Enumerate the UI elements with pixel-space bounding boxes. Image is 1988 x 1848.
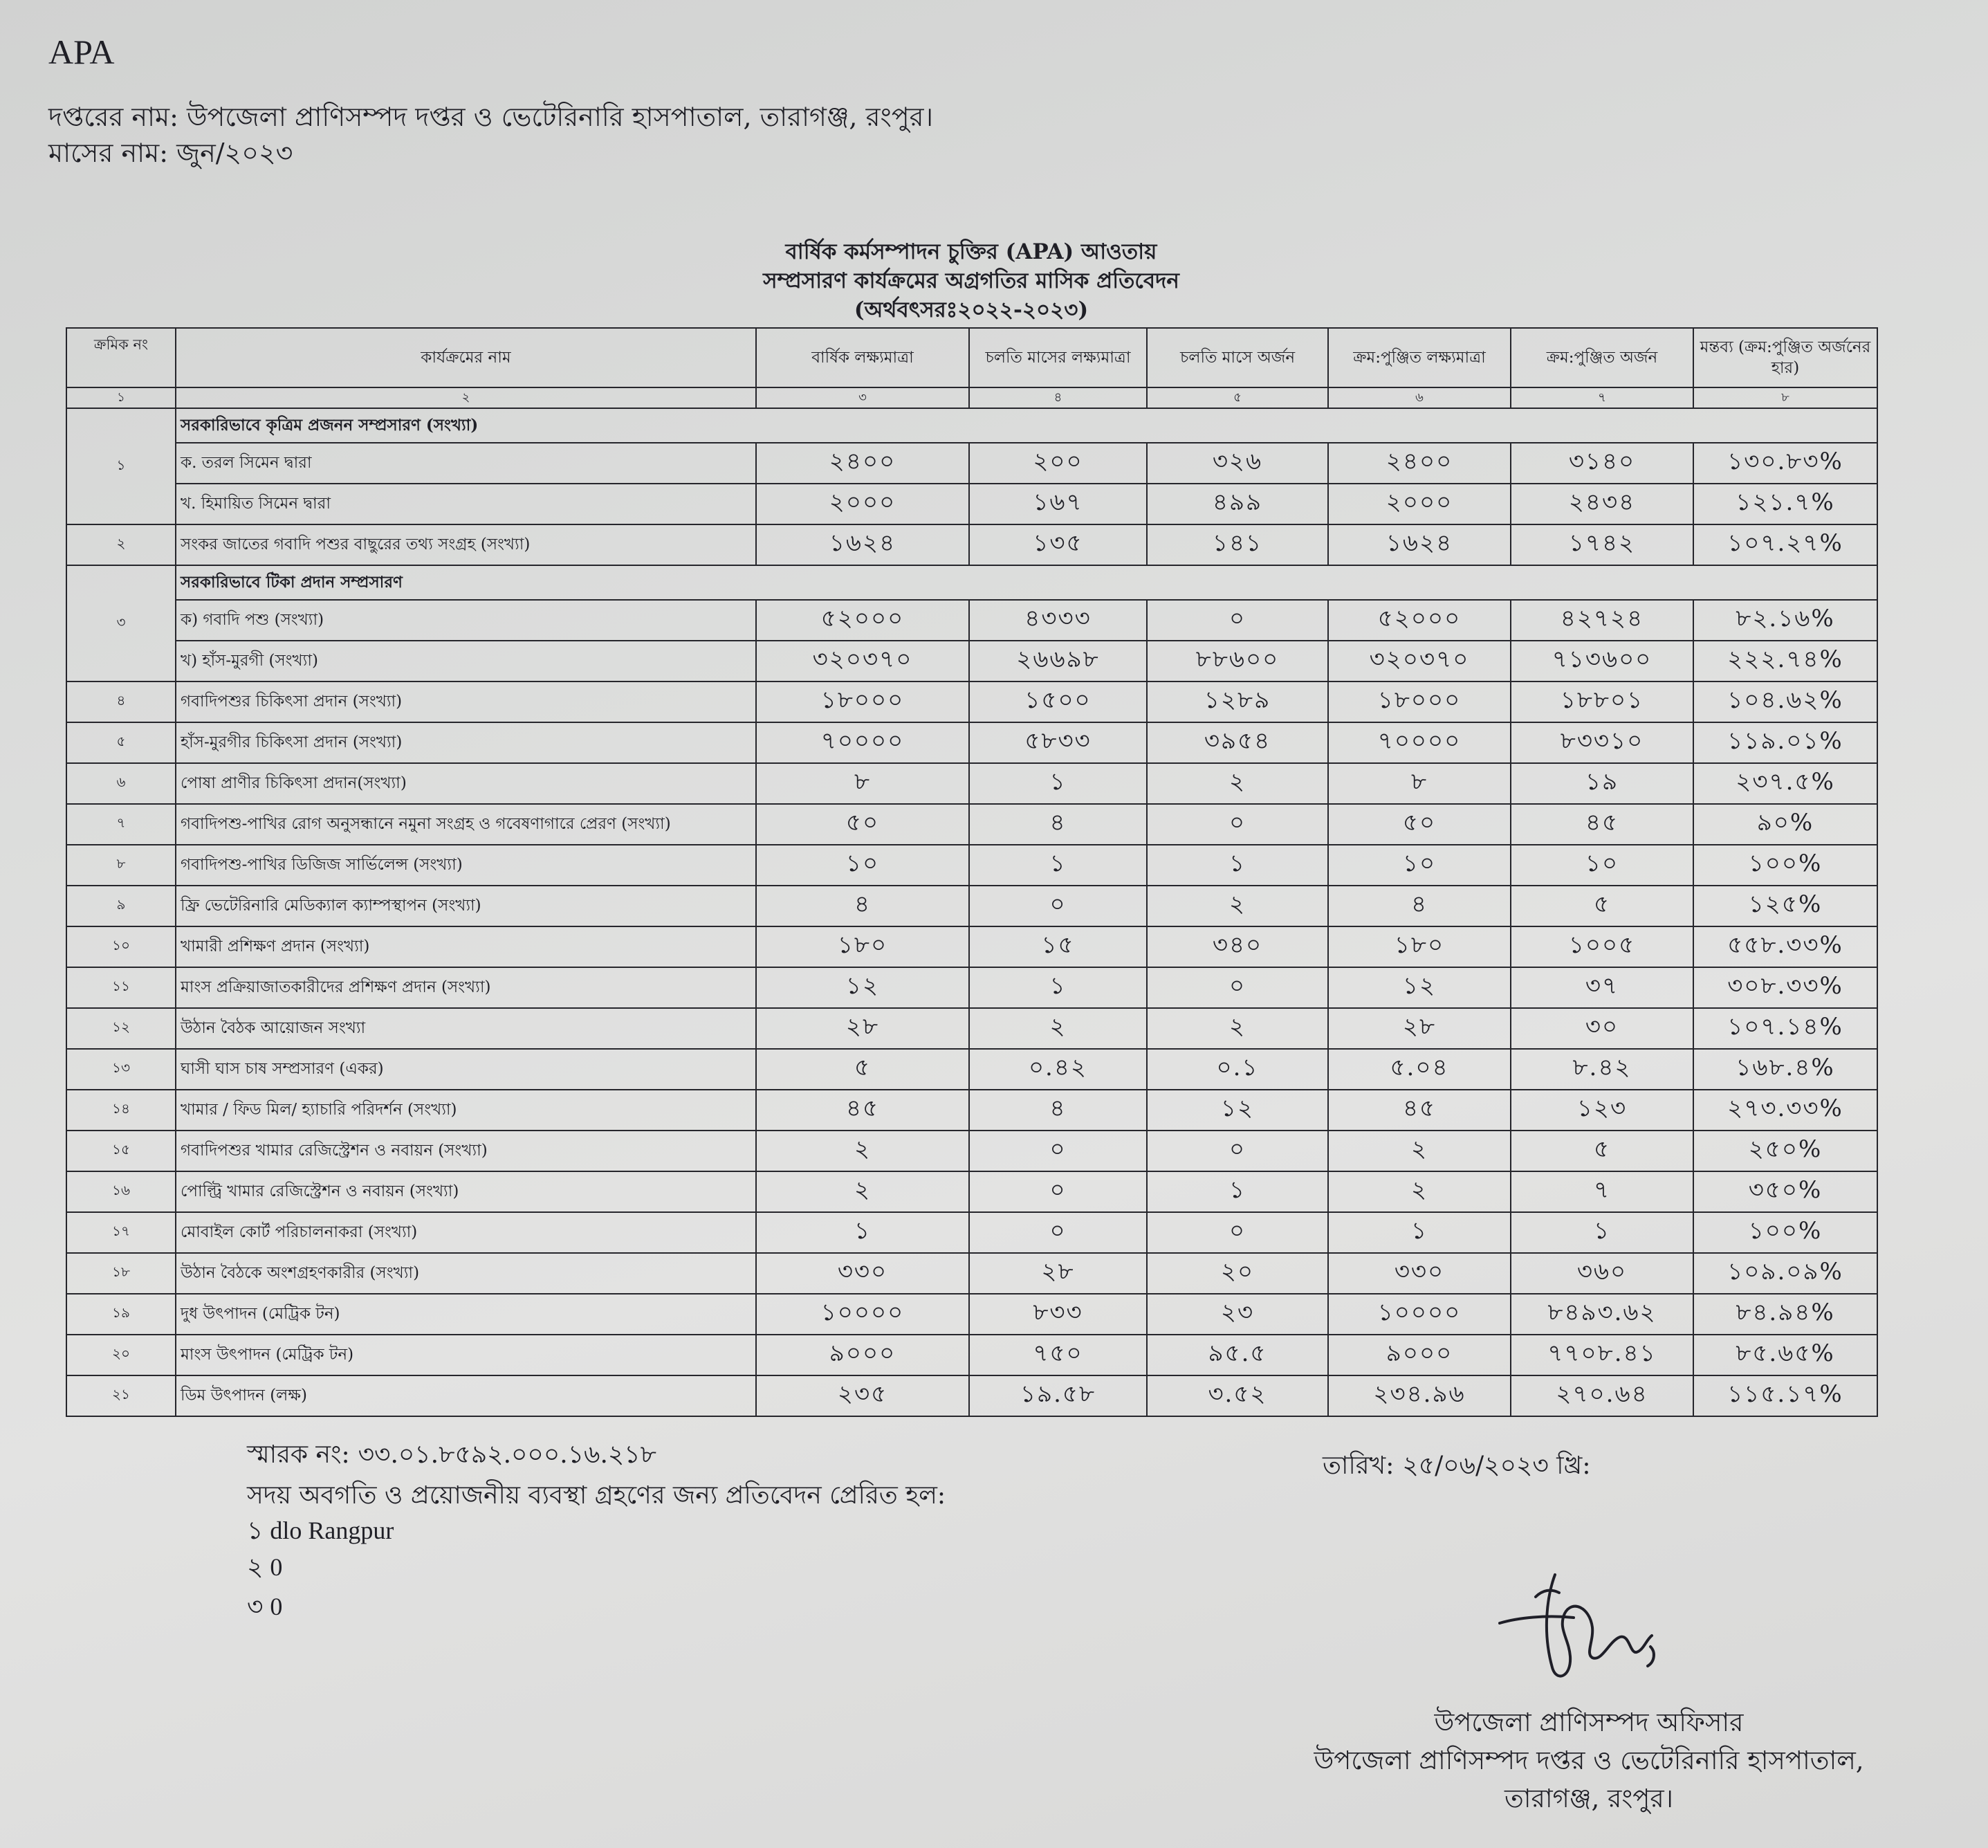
cumulative-rate-cell: ২৫০%	[1693, 1131, 1877, 1171]
activity-name-cell: পোষা প্রাণীর চিকিৎসা প্রদান(সংখ্যা)	[176, 763, 756, 804]
cumulative-rate-cell: ১০০%	[1693, 845, 1877, 886]
cumulative-achievement-cell: ১৯	[1511, 763, 1693, 804]
signatory-office: উপজেলা প্রাণিসম্পদ দপ্তর ও ভেটেরিনারি হাসপাতাল,	[1314, 1746, 1864, 1775]
cumulative-target-cell: ১০	[1328, 845, 1511, 886]
cumulative-target-cell: ১২	[1328, 967, 1511, 1008]
table-row	[66, 1090, 1877, 1131]
report-title-line-1: বার্ষিক কর্মসম্পাদন চুক্তির (APA) আওতায়	[785, 239, 1157, 264]
recipient-text: 0	[270, 1553, 283, 1581]
annual-target-cell: ২৩৫	[756, 1375, 969, 1416]
month-target-cell: ১	[969, 845, 1147, 886]
table-row	[66, 926, 1877, 967]
cumulative-achievement-cell: ২৭০.৬৪	[1511, 1375, 1693, 1416]
activity-name-cell: পোল্ট্রি খামার রেজিস্ট্রেশন ও নবায়ন (সংখ্যা)	[176, 1171, 756, 1212]
annual-target-cell: ৫০	[756, 804, 969, 845]
activity-name-cell: মোবাইল কোর্ট পরিচালনাকরা (সংখ্যা)	[176, 1212, 756, 1253]
signatory-block	[1285, 1703, 1893, 1818]
cumulative-target-cell: ১	[1328, 1212, 1511, 1253]
table-row	[66, 524, 1877, 565]
cumulative-achievement-cell: ১	[1511, 1212, 1693, 1253]
serial-cell: ৭	[66, 804, 176, 845]
serial-cell: ১	[66, 408, 176, 524]
month-achievement-cell: ৪৯৯	[1147, 484, 1328, 524]
month-achievement-cell: ২	[1147, 763, 1328, 804]
cumulative-achievement-cell: ১৮৮০১	[1511, 681, 1693, 722]
month-target-cell: ০	[969, 886, 1147, 926]
table-row	[66, 1294, 1877, 1335]
recipient-number: ১	[247, 1517, 264, 1545]
cumulative-target-cell: ২	[1328, 1171, 1511, 1212]
cumulative-rate-cell: ৫৫৮.৩৩%	[1693, 926, 1877, 967]
cumulative-achievement-cell: ৫	[1511, 1131, 1693, 1171]
cumulative-achievement-cell: ৪৫	[1511, 804, 1693, 845]
cumulative-rate-cell: ১০৯.০৯%	[1693, 1253, 1877, 1294]
table-row	[66, 722, 1877, 763]
annual-target-cell: ৫	[756, 1049, 969, 1090]
month-target-cell: ১৫	[969, 926, 1147, 967]
annual-target-cell: ৪	[756, 886, 969, 926]
column-number: ৪	[969, 387, 1147, 408]
month-target-cell: ০.৪২	[969, 1049, 1147, 1090]
cumulative-achievement-cell: ১০০৫	[1511, 926, 1693, 967]
cumulative-target-cell: ২৮	[1328, 1008, 1511, 1049]
cumulative-rate-cell: ৯০%	[1693, 804, 1877, 845]
month-achievement-cell: ৮৮৬০০	[1147, 641, 1328, 681]
cumulative-target-cell: ৪৫	[1328, 1090, 1511, 1131]
annual-target-cell: ২৪০০	[756, 443, 969, 484]
cumulative-achievement-cell: ৮৪৯৩.৬২	[1511, 1294, 1693, 1335]
cumulative-rate-cell: ১২১.৭%	[1693, 484, 1877, 524]
recipient-number: ৩	[247, 1593, 264, 1621]
cumulative-target-cell: ১৮০	[1328, 926, 1511, 967]
cumulative-achievement-cell: ৩৭	[1511, 967, 1693, 1008]
month-target-cell: ৪	[969, 804, 1147, 845]
activity-name-cell: ঘাসী ঘাস চাষ সম্প্রসারণ (একর)	[176, 1049, 756, 1090]
header-month-achievement: চলতি মাসে অর্জন	[1147, 328, 1328, 387]
table-group-header-row	[66, 565, 1877, 600]
month-achievement-cell: ০	[1147, 967, 1328, 1008]
activity-name-cell: ফ্রি ভেটেরিনারি মেডিক্যাল ক্যাম্পস্থাপন (সংখ্যা)	[176, 886, 756, 926]
group-label-cell: সরকারিভাবে কৃত্রিম প্রজনন সম্প্রসারণ (সংখ্যা)	[176, 408, 1877, 443]
month-achievement-cell: ১২	[1147, 1090, 1328, 1131]
handwritten-signature	[1487, 1569, 1667, 1697]
serial-cell: ৮	[66, 845, 176, 886]
table-row	[66, 484, 1877, 524]
month-target-cell: ১৯.৫৮	[969, 1375, 1147, 1416]
cumulative-target-cell: ২	[1328, 1131, 1511, 1171]
activity-name-cell: খ) হাঁস-মুরগী (সংখ্যা)	[176, 641, 756, 681]
annual-target-cell: ২০০০	[756, 484, 969, 524]
annual-target-cell: ১৮০	[756, 926, 969, 967]
activity-name-cell: গবাদিপশু-পাখির ডিজিজ সার্ভিলেন্স (সংখ্যা)	[176, 845, 756, 886]
month-target-cell: ৪৩৩৩	[969, 600, 1147, 641]
activity-name-cell: গবাদিপশুর খামার রেজিস্ট্রেশন ও নবায়ন (সংখ্যা)	[176, 1131, 756, 1171]
column-number: ৭	[1511, 387, 1693, 408]
column-number: ৬	[1328, 387, 1511, 408]
annual-target-cell: ৯০০০	[756, 1335, 969, 1375]
memo-number-line	[247, 1436, 656, 1477]
annual-target-cell: ২	[756, 1171, 969, 1212]
month-target-cell: ৭৫০	[969, 1335, 1147, 1375]
serial-cell: ১২	[66, 1008, 176, 1049]
table-group-header-row	[66, 408, 1877, 443]
cumulative-target-cell: ৭০০০০	[1328, 722, 1511, 763]
column-number: ৮	[1693, 387, 1877, 408]
month-target-cell: ০	[969, 1131, 1147, 1171]
month-target-cell: ১	[969, 763, 1147, 804]
cumulative-target-cell: ৫০	[1328, 804, 1511, 845]
cumulative-rate-cell: ৮৪.৯৪%	[1693, 1294, 1877, 1335]
activity-name-cell: খামারী প্রশিক্ষণ প্রদান (সংখ্যা)	[176, 926, 756, 967]
cumulative-rate-cell: ১০৪.৬২%	[1693, 681, 1877, 722]
month-achievement-cell: ০	[1147, 600, 1328, 641]
table-row	[66, 443, 1877, 484]
cumulative-rate-cell: ১১৫.১৭%	[1693, 1375, 1877, 1416]
serial-cell: ৩	[66, 565, 176, 681]
month-target-cell: ১৫০০	[969, 681, 1147, 722]
cumulative-target-cell: ৯০০০	[1328, 1335, 1511, 1375]
table-row	[66, 763, 1877, 804]
month-target-cell: ২৬৬৯৮	[969, 641, 1147, 681]
table-row	[66, 1049, 1877, 1090]
month-achievement-cell: ০	[1147, 804, 1328, 845]
month-target-cell: ১৩৫	[969, 524, 1147, 565]
cumulative-rate-cell: ১৩০.৮৩%	[1693, 443, 1877, 484]
activity-name-cell: মাংস প্রক্রিয়াজাতকারীদের প্রশিক্ষণ প্রদান (সংখ্যা)	[176, 967, 756, 1008]
header-serial: ক্রমিক নং	[66, 328, 176, 387]
column-number: ১	[66, 387, 176, 408]
cumulative-rate-cell: ১২৫%	[1693, 886, 1877, 926]
cumulative-target-cell: ১৮০০০	[1328, 681, 1511, 722]
table-row	[66, 1171, 1877, 1212]
annual-target-cell: ৩২০৩৭০	[756, 641, 969, 681]
month-achievement-cell: ০	[1147, 1212, 1328, 1253]
cumulative-achievement-cell: ৭১৩৬০০	[1511, 641, 1693, 681]
cumulative-rate-cell: ১১৯.০১%	[1693, 722, 1877, 763]
serial-cell: ৬	[66, 763, 176, 804]
serial-cell: ২০	[66, 1335, 176, 1375]
column-number-row	[66, 387, 1877, 408]
cumulative-target-cell: ২৩৪.৯৬	[1328, 1375, 1511, 1416]
group-label-cell: সরকারিভাবে টিকা প্রদান সম্প্রসারণ	[176, 565, 1877, 600]
office-name-label: দপ্তরের নাম:	[48, 102, 178, 132]
annual-target-cell: ১২	[756, 967, 969, 1008]
activity-name-cell: উঠান বৈঠকে অংশগ্রহণকারীর (সংখ্যা)	[176, 1253, 756, 1294]
month-name-value: জুন/২০২৩	[176, 138, 293, 168]
date-label: তারিখ:	[1323, 1452, 1395, 1480]
activity-name-cell: হাঁস-মুরগীর চিকিৎসা প্রদান (সংখ্যা)	[176, 722, 756, 763]
document-label: APA	[48, 33, 115, 71]
serial-cell: ১৯	[66, 1294, 176, 1335]
month-achievement-cell: ১৪১	[1147, 524, 1328, 565]
month-achievement-cell: ২৩	[1147, 1294, 1328, 1335]
date-line	[1323, 1447, 1590, 1488]
cumulative-rate-cell: ১০৭.২৭%	[1693, 524, 1877, 565]
report-title-line-3: (অর্থবৎসরঃ২০২২-২০২৩)	[854, 298, 1089, 322]
month-achievement-cell: ৯৫.৫	[1147, 1335, 1328, 1375]
cumulative-target-cell: ২০০০	[1328, 484, 1511, 524]
annual-target-cell: ১	[756, 1212, 969, 1253]
month-target-cell: ৫৮৩৩	[969, 722, 1147, 763]
month-achievement-cell: ৩.৫২	[1147, 1375, 1328, 1416]
cumulative-achievement-cell: ৩১৪০	[1511, 443, 1693, 484]
serial-cell: ১৩	[66, 1049, 176, 1090]
serial-cell: ১৭	[66, 1212, 176, 1253]
table-header-row	[66, 328, 1877, 387]
activity-name-cell: ডিম উৎপাদন (লক্ষ)	[176, 1375, 756, 1416]
signatory-location: তারাগঞ্জ, রংপুর।	[1504, 1784, 1673, 1813]
month-target-cell: ২	[969, 1008, 1147, 1049]
activity-name-cell: খ. হিমায়িত সিমেন দ্বারা	[176, 484, 756, 524]
cumulative-achievement-cell: ৮৩৩১০	[1511, 722, 1693, 763]
table-body	[66, 408, 1877, 1416]
cumulative-achievement-cell: ৪২৭২৪	[1511, 600, 1693, 641]
cumulative-achievement-cell: ১০	[1511, 845, 1693, 886]
table-row	[66, 1008, 1877, 1049]
signature-stroke	[1648, 1647, 1654, 1666]
serial-cell: ১৪	[66, 1090, 176, 1131]
serial-cell: ১৫	[66, 1131, 176, 1171]
serial-cell: ২	[66, 524, 176, 565]
month-target-cell: ১	[969, 967, 1147, 1008]
month-name-line	[48, 133, 293, 177]
cumulative-achievement-cell: ৭৭০৮.৪১	[1511, 1335, 1693, 1375]
recipient-number: ২	[247, 1553, 264, 1582]
date-value: ২৫/০৬/২০২৩ খ্রি:	[1402, 1452, 1591, 1480]
header-annual-target: বার্ষিক লক্ষ্যমাত্রা	[756, 328, 969, 387]
annual-target-cell: ৪৫	[756, 1090, 969, 1131]
serial-cell: ১৮	[66, 1253, 176, 1294]
cumulative-target-cell: ৫২০০০	[1328, 600, 1511, 641]
progress-report-table	[66, 327, 1878, 1417]
month-target-cell: ২৮	[969, 1253, 1147, 1294]
serial-cell: ৫	[66, 722, 176, 763]
cumulative-rate-cell: ২২২.৭৪%	[1693, 641, 1877, 681]
cumulative-rate-cell: ১৬৮.৪%	[1693, 1049, 1877, 1090]
signatory-designation: উপজেলা প্রাণিসম্পদ অফিসার	[1434, 1708, 1744, 1737]
cumulative-target-cell: ১০০০০	[1328, 1294, 1511, 1335]
activity-name-cell: গবাদিপশু-পাখির রোগ অনুসন্ধানে নমুনা সংগ্রহ ও গবেষণাগারে প্রেরণ (সংখ্যা)	[176, 804, 756, 845]
month-achievement-cell: ২	[1147, 886, 1328, 926]
serial-cell: ১০	[66, 926, 176, 967]
month-name-label: মাসের নাম:	[48, 138, 169, 168]
recipient-text: dlo Rangpur	[270, 1517, 394, 1544]
month-achievement-cell: ৩৪০	[1147, 926, 1328, 967]
annual-target-cell: ৭০০০০	[756, 722, 969, 763]
cumulative-rate-cell: ৮৫.৬৫%	[1693, 1335, 1877, 1375]
serial-cell: ১১	[66, 967, 176, 1008]
annual-target-cell: ১৬২৪	[756, 524, 969, 565]
cumulative-achievement-cell: ৩৬০	[1511, 1253, 1693, 1294]
table-row	[66, 681, 1877, 722]
table-row	[66, 600, 1877, 641]
cumulative-target-cell: ৩২০৩৭০	[1328, 641, 1511, 681]
cumulative-rate-cell: ২৩৭.৫%	[1693, 763, 1877, 804]
header-activity-name: কার্যক্রমের নাম	[176, 328, 756, 387]
cumulative-rate-cell: ৩৫০%	[1693, 1171, 1877, 1212]
month-target-cell: ৪	[969, 1090, 1147, 1131]
table-row	[66, 1212, 1877, 1253]
cumulative-achievement-cell: ৩০	[1511, 1008, 1693, 1049]
month-achievement-cell: ৩২৬	[1147, 443, 1328, 484]
month-achievement-cell: ২০	[1147, 1253, 1328, 1294]
column-number: ২	[176, 387, 756, 408]
header-month-target: চলতি মাসের লক্ষ্যমাত্রা	[969, 328, 1147, 387]
column-number: ৫	[1147, 387, 1328, 408]
recipient-text: 0	[270, 1593, 283, 1620]
header-remarks-rate: মন্তব্য (ক্রম:পুঞ্জিত অর্জনের হার)	[1693, 328, 1877, 387]
cumulative-achievement-cell: ৮.৪২	[1511, 1049, 1693, 1090]
annual-target-cell: ২	[756, 1131, 969, 1171]
cumulative-achievement-cell: ১৭৪২	[1511, 524, 1693, 565]
activity-name-cell: খামার / ফিড মিল/ হ্যাচারি পরিদর্শন (সংখ্যা)	[176, 1090, 756, 1131]
annual-target-cell: ১০	[756, 845, 969, 886]
cumulative-rate-cell: ৮২.১৬%	[1693, 600, 1877, 641]
cumulative-rate-cell: ১০০%	[1693, 1212, 1877, 1253]
table-row	[66, 641, 1877, 681]
table-row	[66, 1253, 1877, 1294]
memo-number-value: ৩৩.০১.৮৫৯২.০০০.১৬.২১৮	[358, 1440, 657, 1469]
month-target-cell: ০	[969, 1212, 1147, 1253]
serial-cell: ২১	[66, 1375, 176, 1416]
memo-number-label: স্মারক নং:	[247, 1440, 350, 1469]
month-achievement-cell: ১২৮৯	[1147, 681, 1328, 722]
activity-name-cell: দুধ উৎপাদন (মেট্রিক টন)	[176, 1294, 756, 1335]
table-row	[66, 804, 1877, 845]
activity-name-cell: ক) গবাদি পশু (সংখ্যা)	[176, 600, 756, 641]
month-target-cell: ১৬৭	[969, 484, 1147, 524]
serial-cell: ৪	[66, 681, 176, 722]
header-cumulative-achievement: ক্রম:পুঞ্জিত অর্জন	[1511, 328, 1693, 387]
cumulative-target-cell: ৫.০৪	[1328, 1049, 1511, 1090]
activity-name-cell: সংকর জাতের গবাদি পশুর বাছুরের তথ্য সংগ্রহ (সংখ্যা)	[176, 524, 756, 565]
cumulative-achievement-cell: ৭	[1511, 1171, 1693, 1212]
recipient-item	[247, 1512, 394, 1553]
month-achievement-cell: ০.১	[1147, 1049, 1328, 1090]
cumulative-target-cell: ১৬২৪	[1328, 524, 1511, 565]
cumulative-achievement-cell: ৫	[1511, 886, 1693, 926]
cumulative-target-cell: ৪	[1328, 886, 1511, 926]
cumulative-target-cell: ৮	[1328, 763, 1511, 804]
cumulative-target-cell: ২৪০০	[1328, 443, 1511, 484]
report-title	[66, 237, 1877, 324]
recipient-item	[247, 1588, 282, 1629]
serial-cell: ১৬	[66, 1171, 176, 1212]
month-achievement-cell: ১	[1147, 1171, 1328, 1212]
cumulative-rate-cell: ১০৭.১৪%	[1693, 1008, 1877, 1049]
cumulative-achievement-cell: ১২৩	[1511, 1090, 1693, 1131]
recipient-item	[247, 1548, 282, 1590]
month-target-cell: ৮৩৩	[969, 1294, 1147, 1335]
table-row	[66, 967, 1877, 1008]
header-cumulative-target: ক্রম:পুঞ্জিত লক্ষ্যমাত্রা	[1328, 328, 1511, 387]
cumulative-achievement-cell: ২৪৩৪	[1511, 484, 1693, 524]
cumulative-rate-cell: ৩০৮.৩৩%	[1693, 967, 1877, 1008]
column-number: ৩	[756, 387, 969, 408]
annual-target-cell: ২৮	[756, 1008, 969, 1049]
table-row	[66, 1131, 1877, 1171]
month-achievement-cell: ২	[1147, 1008, 1328, 1049]
table-row	[66, 845, 1877, 886]
annual-target-cell: ৮	[756, 763, 969, 804]
month-achievement-cell: ৩৯৫৪	[1147, 722, 1328, 763]
activity-name-cell: গবাদিপশুর চিকিৎসা প্রদান (সংখ্যা)	[176, 681, 756, 722]
table-row	[66, 1375, 1877, 1416]
annual-target-cell: ৫২০০০	[756, 600, 969, 641]
month-achievement-cell: ০	[1147, 1131, 1328, 1171]
month-target-cell: ০	[969, 1171, 1147, 1212]
activity-name-cell: ক. তরল সিমেন দ্বারা	[176, 443, 756, 484]
annual-target-cell: ৩৩০	[756, 1253, 969, 1294]
cumulative-target-cell: ৩৩০	[1328, 1253, 1511, 1294]
cumulative-rate-cell: ২৭৩.৩৩%	[1693, 1090, 1877, 1131]
activity-name-cell: উঠান বৈঠক আয়োজন সংখ্যা	[176, 1008, 756, 1049]
month-achievement-cell: ১	[1147, 845, 1328, 886]
signature-stroke	[1547, 1575, 1652, 1676]
office-name-value: উপজেলা প্রাণিসম্পদ দপ্তর ও ভেটেরিনারি হাসপাতাল, তারাগঞ্জ, রংপুর।	[186, 102, 934, 132]
month-target-cell: ২০০	[969, 443, 1147, 484]
forwarding-note: সদয় অবগতি ও প্রয়োজনীয় ব্যবস্থা গ্রহণের জন্য প্রতিবেদন প্রেরিত হল:	[247, 1481, 946, 1510]
annual-target-cell: ১৮০০০	[756, 681, 969, 722]
table-row	[66, 1335, 1877, 1375]
activity-name-cell: মাংস উৎপাদন (মেট্রিক টন)	[176, 1335, 756, 1375]
report-title-line-2: সম্প্রসারণ কার্যক্রমের অগ্রগতির মাসিক প্রতিবেদন	[763, 268, 1179, 293]
annual-target-cell: ১০০০০	[756, 1294, 969, 1335]
serial-cell: ৯	[66, 886, 176, 926]
signature-stroke	[1536, 1591, 1559, 1597]
table-row	[66, 886, 1877, 926]
